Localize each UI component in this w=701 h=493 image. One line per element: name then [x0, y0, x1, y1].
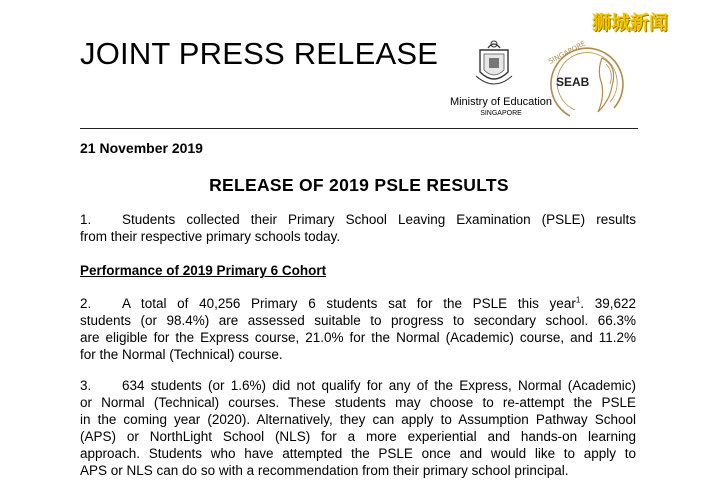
moe-country: SINGAPORE	[480, 110, 522, 117]
paragraph-2-line-1: 2. A total of 40,256 Primary 6 students sat for the PSLE this year$^1$. 39,622	[80, 295, 637, 311]
moe-name: Ministry of Education	[449, 96, 553, 108]
paragraph-2	[80, 295, 636, 363]
release-date: 21 November 2019	[80, 140, 203, 156]
footnote-marker: 1	[575, 295, 581, 305]
header-divider	[80, 128, 638, 129]
seab-text: SEAB	[556, 75, 590, 89]
moe-crest-logo	[472, 36, 516, 92]
watermark-logo: 狮城新闻	[592, 12, 669, 34]
paragraph-3-line-4: (APS) or NorthLight School (NLS) for a more experiential and hands-on learning	[80, 429, 636, 444]
paragraph-number: 2.	[80, 296, 92, 311]
paragraph-1-line-2: from their respective primary schools today.	[80, 229, 341, 244]
seab-logo	[540, 38, 632, 124]
paragraph-3-line-5: approach. Students who have attempted the PSLE once and would like to apply to	[80, 446, 636, 461]
paragraph-2-line-2: students (or 98.4%) are assessed suitable to progress to secondary school. 66.3%	[80, 313, 636, 328]
document-heading: RELEASE OF 2019 PSLE RESULTS	[209, 175, 509, 195]
paragraph-1	[80, 211, 636, 245]
paragraph-2-line-4: for the Normal (Technical) course.	[80, 347, 283, 362]
seab-ring-text: SINGAPORE	[547, 39, 588, 66]
paragraph-3-line-2: or Normal (Technical) courses. These students may choose to re-attempt the PSLE	[80, 395, 636, 410]
paragraph-number: 1.	[80, 212, 92, 227]
paragraph-3	[80, 377, 636, 479]
press-release-title: JOINT PRESS RELEASE	[80, 36, 439, 71]
paragraph-3-line-3: in the coming year (2020). Alternatively, they can apply to Assumption Pathway School	[80, 412, 636, 427]
paragraph-3-line-6: APS or NLS can do so with a recommendation from their primary school principal.	[80, 463, 569, 478]
section-subheading: Performance of 2019 Primary 6 Cohort	[80, 263, 327, 278]
paragraph-number: 3.	[80, 378, 92, 393]
paragraph-3-line-1: 3. 634 students (or 1.6%) did not qualify for any of the Express, Normal (Academic)	[80, 378, 636, 393]
paragraph-2-line-3: are eligible for the Express course, 21.0% for the Normal (Academic) course, and 11.2%	[80, 330, 636, 345]
paragraph-1-line-1: 1. Students collected their Primary School Leaving Examination (PSLE) results	[80, 212, 636, 227]
